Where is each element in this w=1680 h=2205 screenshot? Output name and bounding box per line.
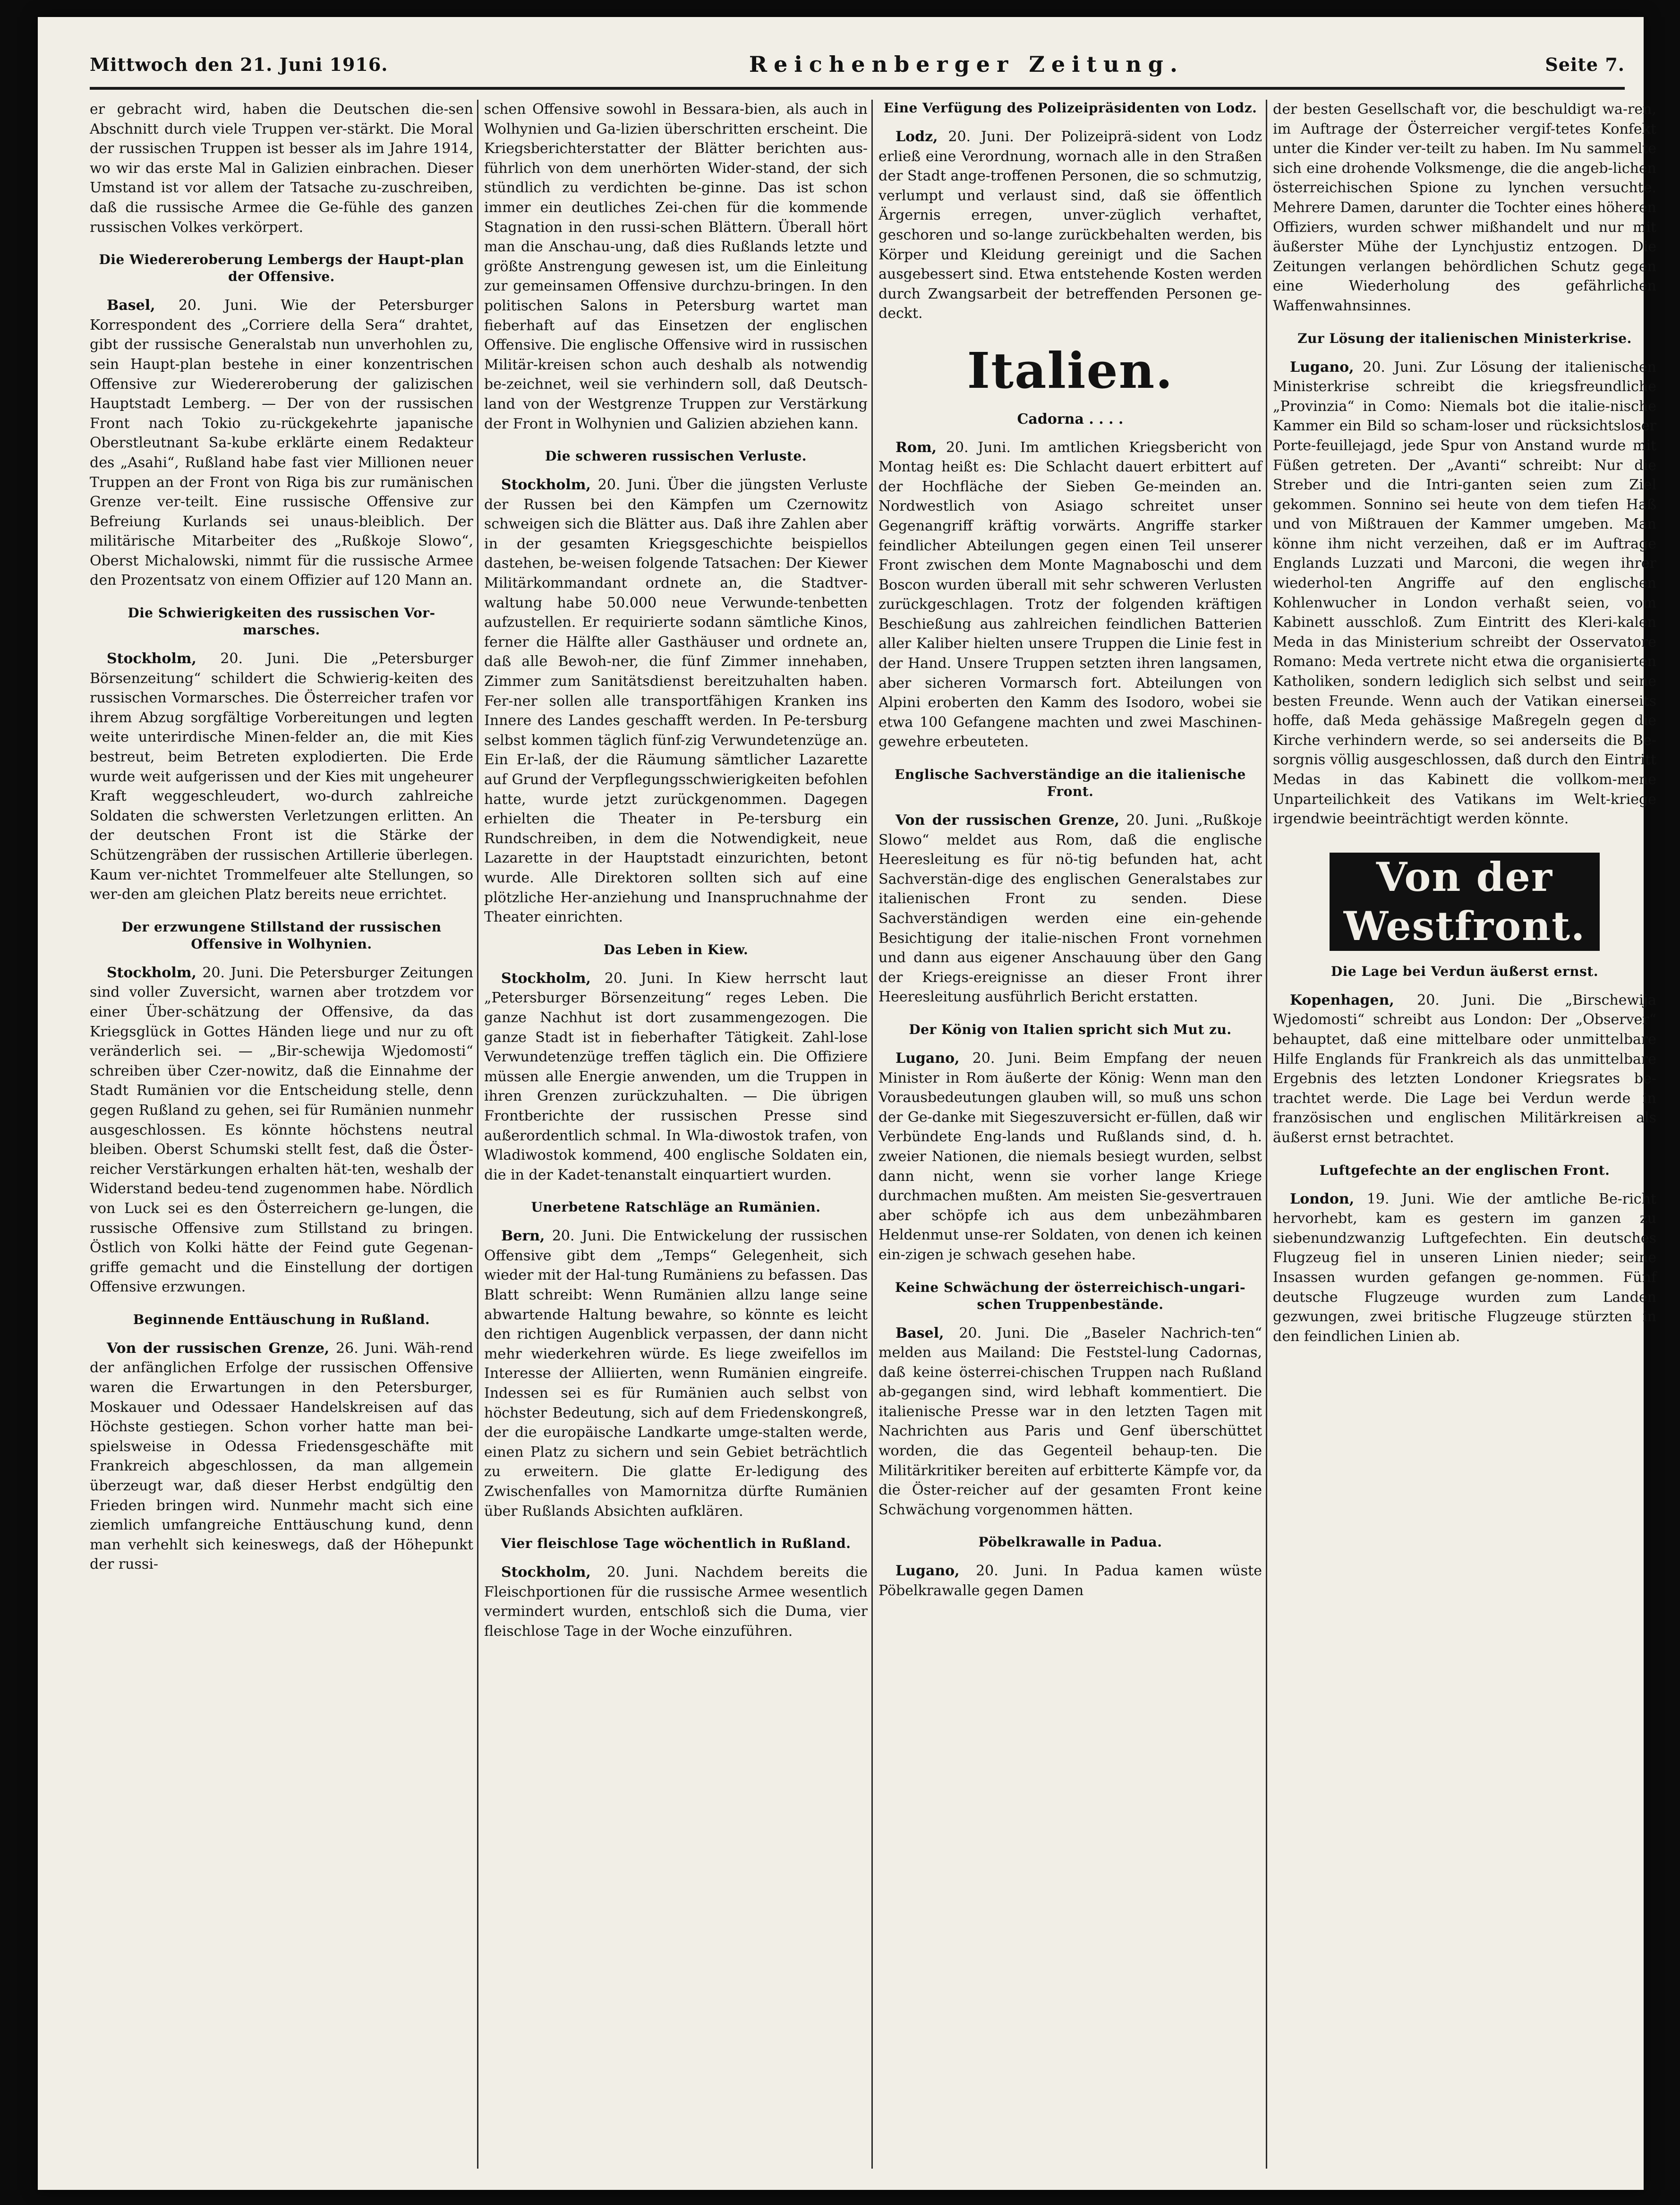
column-1: [90, 100, 473, 1579]
page-number: Seite 7.: [1545, 53, 1625, 75]
article-headline: Englische Sachverständige an die italienische Front.: [895, 767, 1246, 800]
dateline: Basel,: [107, 297, 155, 314]
article-text: 20. Juni. Die Petersburger Zeitungen sind voller Zuversicht, warnen aber trotzdem vor einer Über-schätzung der Offensive, da das Kriegsglück in Gottes Händen liege und nur zu oft veränderlich sei. — „Bir-schewija Wjedomosti“ schreiben über Czer-nowitz, daß die Einnahme der Stadt Rumänien vor die Entscheidung stelle, denn gegen Rußland zu gehen, sei für Rumänien nunmehr ausgeschlossen. Es könnte höchstens neutral bleiben. Oberst Schumski stellt fest, daß die Öster-reicher Verstärkungen erhalten hät-ten, weshalb der Widerstand bedeu-tend zugenommen habe. Nördlich von Luck sei es den Österreichern ge-lungen, die russische Offensive zum Stillstand zu bringen. Östlich von Kolki hätte der Feind gute Gegenan-griffe gemacht und die Einstellung der dortigen Offensive erzwungen.: [90, 964, 473, 1296]
article-headline: Die Lage bei Verdun äußerst ernst.: [1330, 963, 1599, 979]
dateline: Lugano,: [895, 1050, 960, 1067]
dateline: Lodz,: [895, 128, 938, 145]
article-body: [878, 811, 1262, 1007]
article-body: [878, 1561, 1262, 1600]
article-text: 20. Juni. Der Polizeiprä-sident von Lodz erließ eine Verordnung, wornach alle in den Straßen der Stadt ange-troffenen Personen, die so schmutzig, verlumpt und verlaust sind, daß sie öffentlich Ärgernis erregen, unver-züglich verhaftet, geschoren und so-lange zurückbehalten werden, bis Körper und Kleidung gereinigt und die Sachen ausgebessert sind. Etwa entstehende Kosten werden durch Zwangsarbeit der betreffenden Personen ge-deckt.: [878, 128, 1262, 322]
continued-text: der besten Gesellschaft vor, die beschuldigt wa-ren, im Auftrage der Österreicher vergif-tetes Konfekt unter die Kinder ver-teilt zu haben. Im Nu sammelte sich eine drohende Volksmenge, die die angeb-lichen österreichischen Spione zu lynchen versuchte. Mehrere Damen, darunter die Tochter eines höheren Offiziers, wurden schwer mißhandelt und nur mit äußerster Mühe der Lynchjustiz entzogen. Die Zeitungen verlangen behördlichen Schutz gegen eine Wiederholung des gefährlichen Waffenwahnsinnes.: [1273, 101, 1656, 314]
masthead: [90, 45, 1625, 83]
article-body: [1273, 1189, 1656, 1347]
article-headline: Keine Schwächung der österreichisch-ungari-schen Truppenbestände.: [895, 1279, 1246, 1312]
dateline: Bern,: [501, 1228, 545, 1245]
article-headline: Beginnende Enttäuschung in Rußland.: [133, 1311, 430, 1327]
article-headline: Die Wiedereroberung Lembergs der Haupt-plan der Offensive.: [99, 252, 464, 285]
article-body: [878, 1049, 1262, 1265]
article-body: [484, 1226, 868, 1521]
article-body: [90, 649, 473, 905]
article-headline: Die schweren russischen Verluste.: [545, 448, 807, 464]
dateline: Stockholm,: [501, 1564, 591, 1581]
dateline: Stockholm,: [107, 650, 196, 667]
article-text: 20. Juni. Über die jüngsten Verluste der Russen bei den Kämpfen um Czernowitz schweigen sich die Blätter aus. Daß ihre Zahlen aber in der gesamten Kriegsgeschichte beispiellos dastehen, be-weisen folgende Tatsachen: Der Kiewer Militärkommandant ordnete an, die Stadtver-waltung habe 50.000 neue Verwunde-tenbetten aufzustellen. Er requirierte sodann sämtliche Kinos, ferner die Hälfte aller Gasthäuser und ordnete an, daß alle Bewoh-ner, die fünf Zimmer innehaben, Zimmer zum Sanitätsdienst bereitzuhalten haben. Fer-ner sollen alle transportfähigen Kranken ins Innere des Landes geschafft werden. In Pe-tersburg selbst kommen täglich fünf-zig Verwundetenzüge an. Ein Er-laß, der die Räumung sämtlicher Lazarette auf Grund der Verpflegungsschwierigkeiten befohlen hatte, wurde jetzt zurückgenommen. Dagegen erhielten die Theater in Pe-tersburg ein Rundschreiben, in dem die Notwendigkeit, neue Lazarette in der Hauptstadt einzurichten, betont wurde. Alle Direktoren sollten sich auf eine plötzliche Her-anziehung und Inanspruchnahme der Theater einrichten.: [484, 477, 868, 926]
article-text: 26. Juni. Wäh-rend der anfänglichen Erfolge der russischen Offensive waren die Erwartungen in den Petersburger, Moskauer und Odessaer Handelskreisen auf das Höchste gestiegen. Schon vorher hatte man bei-spielsweise in Odessa Friedensgeschäfte mit Frankreich abgeschlossen, da man allgemein überzeugt war, daß dieser Herbst endgültig den Frieden bringen wird. Nunmehr macht sich eine ziemlich umfangreiche Enttäuschung kund, denn man verhehlt sich keineswegs, daß der Höhepunkt der russi-: [90, 1340, 473, 1573]
continued-text: schen Offensive sowohl in Bessara-bien, als auch in Wolhynien und Ga-lizien überschritten erscheint. Die Kriegsberichterstatter der Blätter berichten aus-führlich von dem unerhörten Wider-stand, der sich stündlich zu verdichten be-ginne. Das ist schon immer ein deutliches Zei-chen für die kommende Stagnation in den russi-schen Blättern. Überall hört man die Anschau-ung, daß dies Rußlands letzte und größte Anstrengung gewesen ist, um die Einleitung zur gemeinsamen Offensive durchzu-bringen. In den politischen Salons in Petersburg wartet man fieberhaft auf das Einsetzen der englischen Offensive. Die englische Offensive wird in russischen Militär-kreisen schon auch deshalb als notwendig be-zeichnet, weil sie verhindern soll, daß Deutsch-land von der Westgrenze Truppen zur Verstärkung der Front in Wolhynien und Galizien abziehen kann.: [484, 101, 868, 432]
article-headline: Das Leben in Kiew.: [603, 941, 749, 957]
column-divider: [1266, 100, 1267, 2169]
article-body: [1273, 991, 1656, 1148]
article-headline: Eine Verfügung des Polizeipräsidenten von Lodz.: [883, 100, 1257, 116]
article-body: [90, 1339, 473, 1574]
dateline: London,: [1290, 1190, 1355, 1207]
article-text: 20. Juni. Wie der Petersburger Korrespondent des „Corriere della Sera“ drahtet, gibt der russische Generalstab nun unverhohlen zu, sein Haupt-plan bestehe in einer konzentrischen Offensive zur Wiedereroberung der galizischen Hauptstadt Lemberg. — Der von der russischen Front nach Tokio zu-rückgekehrte japanische Oberstleutnant Sa-kube erklärte einem Redakteur des „Asahi“, Rußland habe fast vier Millionen neuer Truppen an der Front von Riga bis zur rumänischen Grenze ver-teilt. Eine russische Offensive zur Befreiung Kurlands sei unaus-bleiblich. Der militärische Mitarbeiter des „Rußkoje Slowo“, Oberst Michalowski, nimmt für die russische Armee den Prozentsatz von einem Offizier auf 120 Mann an.: [90, 297, 473, 589]
masthead-rule: [90, 87, 1625, 90]
article-text: 20. Juni. In Kiew herrscht laut „Petersburger Börsenzeitung“ reges Leben. Die ganze Nachhut ist dort zusammengezogen. Die ganze Stadt ist in fieberhafter Tätigkeit. Zahl-lose Verwundetenzüge treffen täglich ein. Die Offiziere müssen alle Energie anwenden, um die Truppen in ihren Grenzen zurückzuhalten. — Die übrigen Frontberichte der russischen Presse sind außerordentlich schmal. In Wla-diwostok trafen, von Wladiwostok kommend, 400 englische Soldaten ein, die in der Kadet-tenanstalt einquartiert wurden.: [484, 970, 868, 1183]
dateline: Stockholm,: [107, 964, 196, 981]
dateline: Stockholm,: [501, 970, 591, 987]
article-text: 20. Juni. Die „Baseler Nachrich-ten“ melden aus Mailand: Die Feststel-lung Cadornas, daß keine österrei-chischen Truppen nach Rußland ab-gegangen sind, wird lebhaft kommentiert. Die italienische Presse war in den letzten Tagen mit Nachrichten aus Paris und Genf überschüttet worden, die das Gegenteil behaup-ten. Die Militärkritiker bereiten auf erbitterte Kämpfe vor, da die Öster-reicher auf der gesamten Front keine Schwächung vorgenommen hätten.: [878, 1325, 1262, 1518]
dateline: Rom,: [895, 439, 937, 456]
article-body: [484, 969, 868, 1185]
article-headline: Vier fleischlose Tage wöchentlich in Rußland.: [501, 1536, 851, 1552]
article-headline: Unerbetene Ratschläge an Rumänien.: [531, 1199, 821, 1215]
article-headline: Zur Lösung der italienischen Ministerkrise.: [1297, 330, 1632, 346]
article-body: [90, 963, 473, 1297]
article-text: 20. Juni. Die „Petersburger Börsenzeitung“ schildert die Schwierig-keiten des russischen Vormarsches. Die Österreicher trafen vor ihrem Abzug sorgfältige Vorbereitungen und legten weite unterirdische Minen-felder an, die mit Kies bestreut, beim Betreten explodierten. Die Erde wurde weit aufgerissen und der Kies mit ungeheurer Kraft weggeschleudert, wo-durch zahlreiche Soldaten die schwersten Verletzungen erlitten. An der deutschen Front ist die Stärke der Schützengräben der russischen Artillerie überlegen. Kaum ver-nichtet Trommelfeuer alte Stellungen, so wer-den am gleichen Platz bereits neue errichtet.: [90, 650, 473, 903]
article-text: 20. Juni. Im amtlichen Kriegsbericht von Montag heißt es: Die Schlacht dauert erbittert auf der Hochfläche der Sieben Ge-meinden an. Nordwestlich von Asiago schreitet unser Gegenangriff kräftig vorwärts. Angriffe starker feindlicher Abteilungen gegen einen Teil unserer Front zwischen dem Monte Magnaboschi und dem Boscon wurden überall mit sehr schweren Verlusten zurückgeschlagen. Trotz der folgenden kräftigen Beschießung aus zahlreichen feindlichen Batterien aller Kaliber hielten unsere Truppen die Linie fest in der Hand. Unsere Truppen setzten ihren langsamen, aber sicheren Vormarsch fort. Abteilungen von Alpini eroberten den Kamm des Isodoro, wobei sie etwa 100 Gefangene machten und zwei Maschinen-gewehre erbeuteten.: [878, 439, 1262, 751]
article-body: [878, 127, 1262, 324]
column-divider: [477, 100, 478, 2169]
article-body: [878, 1324, 1262, 1520]
article-headline: Die Schwierigkeiten des russischen Vor-marsches.: [128, 605, 435, 638]
column-2: [484, 100, 868, 1646]
section-heading-italien: Italien.: [967, 341, 1174, 400]
column-3: [878, 100, 1262, 1606]
issue-date: Mittwoch den 21. Juni 1916.: [90, 53, 388, 75]
article-body: [878, 438, 1262, 752]
dateline: Lugano,: [895, 1563, 960, 1580]
article-headline: Der König von Italien spricht sich Mut zu.: [909, 1021, 1232, 1037]
article-text: 20. Juni. „Rußkoje Slowo“ meldet aus Rom, daß die englische Heeresleitung es für nö-tig befunden hat, acht Sachverstän-dige des englischen Generalstabes zur italienischen Front zu senden. Diese Sachverständigen werden eine ein-gehende Besichtigung der italie-nischen Front vornehmen und dann aus eigener Anschauung über den Gang der Kriegs-ereignisse an dieser Front ihrer Heeresleitung ausführlich Bericht erstatten.: [878, 812, 1262, 1006]
article-body: [484, 1563, 868, 1641]
column-4: [1273, 100, 1656, 1351]
paper-name: Reichenberger Zeitung.: [749, 51, 1184, 77]
article-text: 20. Juni. Beim Empfang der neuen Minister in Rom äußerte der König: Wenn man den Vorausbedeutungen glauben will, so muß uns schon der Ge-danke mit Siegeszuversicht er-füllen, daß wir Verbündete Eng-lands und Rußlands sind, d. h. zweier Nationen, die niemals besiegt wurden, selbst dann nicht, wenn sie vorher lange Kriege durchmachen mußten. Am meisten Sie-gesvertrauen aber schöpfe ich aus dem unbezähmbaren Heldenmut unse-rer Soldaten, von denen ich keinen ein-zigen je schwach gesehen habe.: [878, 1050, 1262, 1263]
dateline: Von der russischen Grenze,: [107, 1340, 330, 1357]
article-headline: Pöbelkrawalle in Padua.: [978, 1534, 1162, 1550]
article-text: 20. Juni. In Padua kamen wüste Pöbelkrawalle gegen Damen: [878, 1563, 1262, 1599]
article-text: 20. Juni. Die „Birschewija Wjedomosti“ schreibt aus London: Der „Observer“ behauptet, daß eine mittelbare oder unmittelbare Hilfe Englands für Frankreich als das unmittelbare Ergebnis des letzten Londoner Kriegsrates be-trachtet werde. Die Lage bei Verdun werde in französischen und englischen Militärkreisen als äußerst ernst betrachtet.: [1273, 991, 1656, 1146]
newspaper-page: [38, 17, 1656, 2190]
continued-text: er gebracht wird, haben die Deutschen die-sen Abschnitt durch viele Truppen ver-stärkt. Die Moral der russischen Truppen ist besser als im Jahre 1914, wo wir das erste Mal in Galizien einbrachen. Dieser Umstand ist vor allem der Tatsache zu-zuschreiben, daß die russische Armee die Ge-fühle des ganzen russischen Volkes verkörpert.: [90, 101, 473, 236]
dateline: Basel,: [895, 1325, 944, 1342]
article-body: [90, 296, 473, 590]
article-headline: Der erzwungene Stillstand der russischen Offensive in Wolhynien.: [121, 919, 442, 952]
article-headline: Luftgefechte an der englischen Front.: [1319, 1162, 1610, 1178]
section-subheading: Cadorna . . . .: [1017, 410, 1124, 427]
article-body: [1273, 358, 1656, 829]
dateline: Von der russischen Grenze,: [895, 812, 1120, 829]
dateline: Lugano,: [1290, 359, 1354, 376]
article-text: 20. Juni. Die Entwickelung der russischen Offensive gibt dem „Temps“ Gelegenheit, sich wieder mit der Hal-tung Rumäniens zu befassen. Das Blatt schreibt: Wenn Rumänien allzu lange seine abwartende Haltung bewahre, so könnte es leicht den richtigen Augenblick verpassen, der dann nicht mehr wiederkehren würde. Es liege zweifellos im Interesse der Alliierten, wenn Rumänien eingreife. Indessen sei es für Rumänien auch selbst von höchster Bedeutung, sich auf dem Friedenskongreß, der die europäische Landkarte umge-stalten werde, einen Platz zu sichern und sein Gebiet beträchtlich zu erweitern. Die glatte Er-ledigung des Zwischenfalles von Mamornitza dürfte Rumänien über Rußlands Absichten aufklären.: [484, 1228, 868, 1520]
column-divider: [871, 100, 873, 2169]
article-text: 19. Juni. Wie der amtliche Be-richt hervorhebt, kam es gestern im ganzen zu siebenundzwanzig Luftgefechten. Ein deutsches Flugzeug fiel in unseren Linien nieder; seine Insassen wurden gefangen ge-nommen. Fünf deutsche Flugzeuge wurden zum Landen gezwungen, zwei britische Flugzeuge stürzten in den feindlichen Linien ab.: [1273, 1190, 1656, 1345]
dateline: Stockholm,: [501, 477, 591, 494]
article-text: 20. Juni. Nachdem bereits die Fleischportionen für die russische Armee wesentlich vermindert wurden, entschloß sich die Duma, vier fleischlose Tage in der Woche einzuführen.: [484, 1564, 868, 1640]
article-text: 20. Juni. Zur Lösung der italienischen Ministerkrise schreibt die kriegsfreundliche „Provinzia“ in Como: Niemals bot die italie-nische Kammer ein Bild so scham-loser und rücksichtsloser Porte-feuillejagd, jede Spur von Anstand wurde mit Füßen getreten. Der „Avanti“ schreibt: Nur die Streber und die Intri-ganten seien zum Ziel gekommen. Sonnino sei heute von dem tiefen Haß und von Mißtrauen der Kammer umgeben. Man könne ihm nicht verzeihen, daß er im Auftrage Englands Luzzati und Marconi, die wegen ihrer wiederhol-ten Angriffe auf den englischen Kohlenwucher in London verhaßt seien, vom Kabinett ausschloß. Zum Eintritt des Kleri-kalen Meda in das Ministerium schreibt der Osservatore Romano: Meda vertrete nicht etwa die organisierten Katholiken, sondern lediglich sich selbst und seine besten Freunde. Wenn auch der Vatikan einerseits hoffe, daß Meda gehässige Maßregeln gegen die Kirche verhindern werde, so sei anderseits die Be-sorgnis völlig ausgeschlossen, daß durch den Eintritt Medas in das Kabinett die vollkom-mene Unparteilichkeit des Vatikans im Welt-kriege irgendwie beeinträchtigt werden könnte.: [1273, 359, 1656, 828]
section-heading-westfront: Von der Westfront.: [1330, 853, 1600, 951]
article-body: [484, 475, 868, 927]
dateline: Kopenhagen,: [1290, 991, 1394, 1008]
